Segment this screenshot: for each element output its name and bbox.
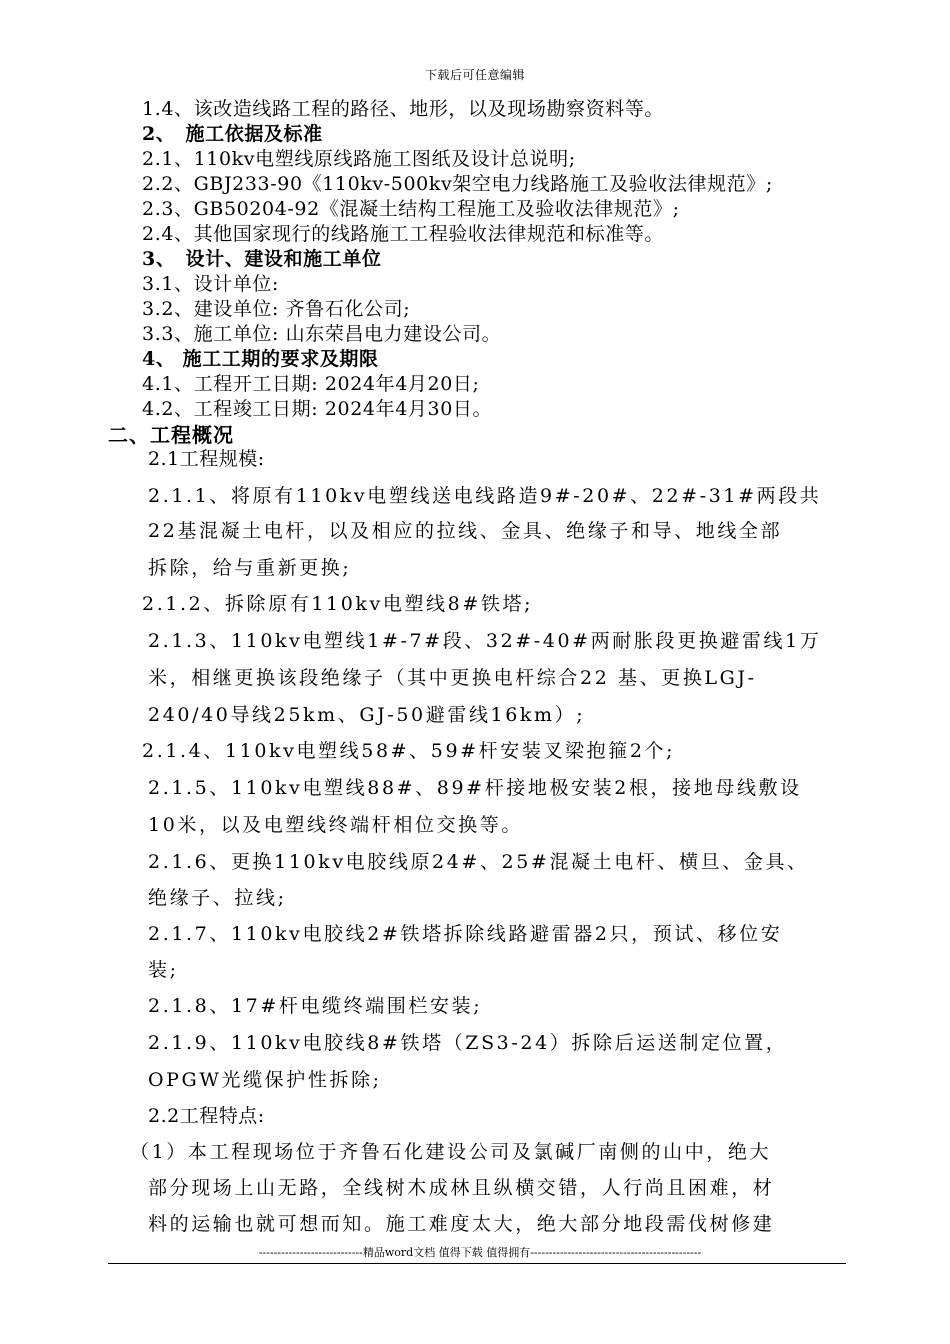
subsection-2-1: 2.1工程规模: (148, 448, 265, 470)
item-2-1-3-cont: 240/40导线25km、GJ-50避雷线16km）; (148, 704, 586, 726)
item-2-1-4: 2.1.4、110kv电塑线58#、59#杆安装叉梁抱箍2个; (142, 740, 676, 762)
feature-1-cont: 部分现场上山无路，全线树木成林且纵横交错，人行尚且困难，材 (148, 1177, 775, 1199)
item-2-1-9: 2.1.9、110kv电胶线8#铁塔（ZS3-24）拆除后运送制定位置， (148, 1032, 788, 1054)
item-4-2: 4.2、工程竣工日期: 2024年4月30日。 (142, 398, 493, 420)
feature-1: （1）本工程现场位于齐鲁石化建设公司及氯碱厂南侧的山中，绝大 (130, 1141, 772, 1163)
page-header: 下载后可任意编辑 (424, 68, 525, 82)
item-2-1-1-cont: 22基混凝土电杆，以及相应的拉线、金具、绝缘子和导、地线全部 (148, 520, 783, 542)
item-3-2: 3.2、建设单位: 齐鲁石化公司; (142, 298, 411, 320)
item-2-1-7-cont: 装; (148, 959, 179, 981)
item-3-1: 3.1、设计单位: (142, 273, 280, 295)
item-2-1-1-cont: 拆除，给与重新更换; (148, 557, 352, 579)
item-3-3: 3.3、施工单位: 山东荣昌电力建设公司。 (142, 323, 502, 345)
item-2-1-5: 2.1.5、110kv电塑线88#、89#杆接地极安装2根，接地母线敷设 (148, 777, 802, 799)
item-2-1-1: 2.1.1、将原有110kv电塑线送电线路造9#-20#、22#-31#两段共 (148, 485, 822, 507)
item-2-1: 2.1、110kv电塑线原线路施工图纸及设计总说明; (142, 148, 576, 170)
item-2-1-3-cont: 米，相继更换该段绝缘子（其中更换电杆综合22 基、更换LGJ- (148, 667, 757, 689)
item-2-1-8: 2.1.8、17#杆电缆终端围栏安装; (148, 995, 483, 1017)
item-2-3: 2.3、GB50204-92《混凝土结构工程施工及验收法律规范》; (142, 198, 680, 220)
item-2-4: 2.4、其他国家现行的线路施工工程验收法律规范和标准等。 (142, 223, 665, 245)
item-2-1-2: 2.1.2、拆除原有110kv电塑线8#铁塔; (142, 593, 534, 615)
item-2-1-7: 2.1.7、110kv电胶线2#铁塔拆除线路避雷器2只，预试、移位安 (148, 923, 783, 945)
feature-1-cont: 料的运输也就可想而知。施工难度太大，绝大部分地段需伐树修建 (148, 1213, 775, 1235)
item-2-1-3: 2.1.3、110kv电塑线1#-7#段、32#-40#两耐胀段更换避雷线1万 (148, 630, 822, 652)
item-4-1: 4.1、工程开工日期: 2024年4月20日; (142, 373, 480, 395)
item-1-4: 1.4、该改造线路工程的路径、地形，以及现场勘察资料等。 (142, 98, 665, 120)
section-heading-4: 4、 施工工期的要求及期限 (142, 348, 379, 370)
item-2-1-9-cont: OPGW光缆保护性拆除; (148, 1069, 382, 1091)
page-footer: ----------------------------精品word文档 值得下载 值得拥有---------------------------------------------- (258, 1246, 702, 1259)
item-2-2: 2.2、GBJ233-90《110kv-500kv架空电力线路施工及验收法律规范》; (142, 173, 773, 195)
section-heading-3: 3、 设计、建设和施工单位 (142, 248, 382, 270)
item-2-1-6: 2.1.6、更换110kv电胶线原24#、25#混凝土电杆、横旦、金具、 (148, 851, 809, 873)
footer-rule (108, 1263, 846, 1264)
item-2-1-6-cont: 绝缘子、拉线; (148, 887, 287, 909)
section-heading-2: 2、 施工依据及标准 (142, 123, 323, 145)
item-2-1-5-cont: 10米，以及电塑线终端杆相位交换等。 (148, 814, 523, 836)
subsection-2-2: 2.2工程特点: (148, 1105, 265, 1127)
chapter-heading: 二、工程概况 (108, 423, 234, 447)
